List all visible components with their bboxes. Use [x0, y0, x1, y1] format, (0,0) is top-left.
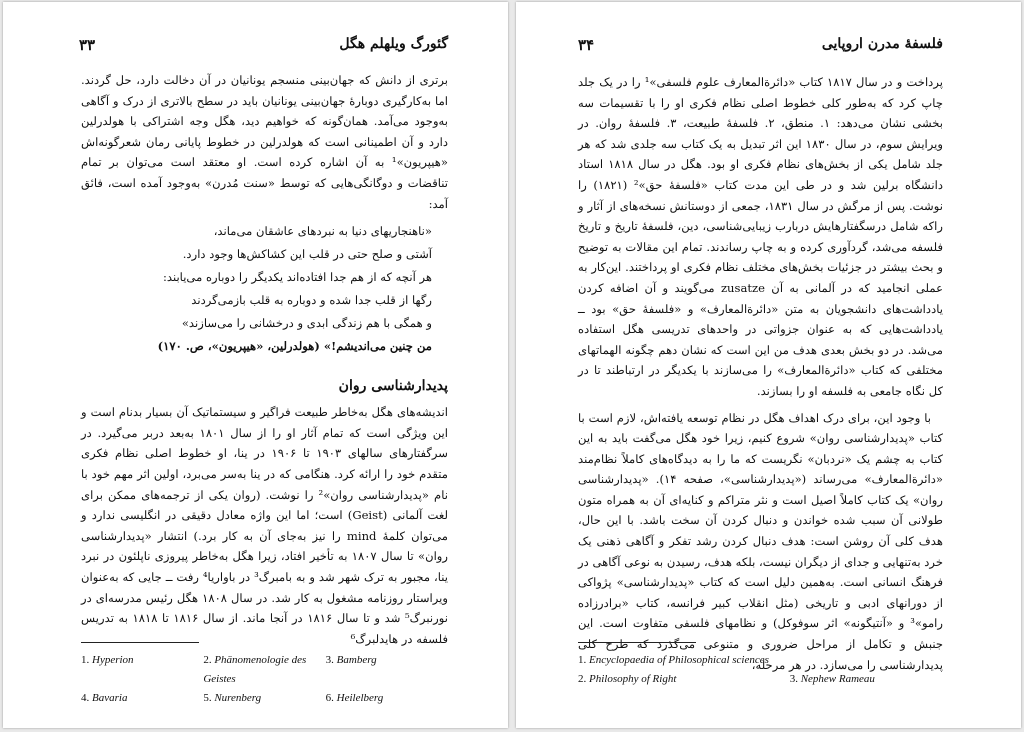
paragraph: پرداخت و در سال ۱۸۱۷ کتاب «دائرةالمعارف علوم فلسفی»¹ را در یک جلد چاپ کرد که به‌طور کلی خطوط اصلی نظام فکری او را با تقسیمات سه بخشی نشان می‌دهد: ۱. منطق، ۲. فلسفهٔ طبیعت، ۳. فلسفهٔ روان. در ویرایش سوم، در سال ۱۸۳۰ این اثر تبدیل به یک کتاب سه جلدی شد که هر جلد شامل یکی از بخش‌های نظام فکری او بود. هگل در سال ۱۸۱۸ استاد دانشگاه برلین شد و در طی این مدت کتاب «فلسفهٔ حق»² (۱۸۲۱) را نوشت. پس از مرگش در سال ۱۸۳۱، جمعی از دوستانش نسخه‌های از آثار و راکه شامل درسگفتارهایش دربارب زیبایی‌شناسی، دین، فلسفهٔ تاریخ و تاریخ فلسفه می‌شد، گردآوری کرده و به چاپ رساندند. تمام این مقالات به توضیح و بحث بیشتر در جزئیات بخش‌های مختلف نظام فکری او پرداختند. این‌کار به عملی انجامید که در آلمانی به آن zusatze می‌گویند و آن اضافه کردن یادداشت‌های دانشجویان به متن «دائرةالمعارف» و «فلسفهٔ حق» بود ــ یادداشت‌هایی که به عنوان جزواتی در واحدهای تدریسی هگل استفاده می‌شد. در دو بخش بعدی هدف من این است که نشان دهم چگونه الهماتهای مختلفی که کتاب «دائرةالمعارف» را می‌سازند با یکدیگر در ارتباطند تا در کل نگاه جامعی به فلسفه او را بسازند. [578, 75, 943, 398]
footnote-text: Bamberg [336, 654, 377, 666]
footnote-text: Phänomenologie des Geistes [203, 654, 307, 685]
page-number: ۳۴ [578, 36, 595, 54]
body-text [578, 72, 943, 681]
paragraph: برتری از دانش که جهان‌بینی منسجم یونانیان در آن دخالت دارد، حل گردند. اما به‌کارگیری دوبارهٔ جهان‌بینی یونانیان باید در سطح بالاتری از درک و آگاهی به‌وجود می‌آمد. همان‌گونه که خواهیم دید، هگل وجه اشتراکی با هولدرلین دارد و آن اطمینانی است که هولدرلین در خطوط پایانی رمان شعرگونه‌اش «هیپریون»¹ به آن اشاره کرده است. او معتقد است می‌توان بر تمام تناقضات و دوگانگی‌هایی که توسط «سنت مُدرن» به‌وجود آمده است، فائق آمد: [81, 73, 448, 211]
footnote-number: 1. [578, 654, 587, 666]
verse-line: «ناهنجاریهای دنیا به نبردهای عاشقان می‌ماند، [213, 224, 432, 239]
footnote-number: 1. [81, 654, 90, 666]
section-heading: پدیدارشناسی روان [338, 378, 448, 395]
body-text [81, 70, 448, 655]
footnote-rule [578, 642, 696, 643]
footnote [326, 689, 448, 708]
footnotes [81, 642, 448, 708]
footnote-text: Philosophy of Right [589, 673, 677, 685]
running-title: فلسفهٔ مدرن اروپایی [821, 36, 943, 52]
verse-line: آشتی و صلح حتی در قلب این کشاکش‌ها وجود دارد. [182, 247, 432, 262]
footnote [203, 689, 325, 708]
footnote-text: Nurenberg [214, 692, 262, 704]
footnote-text: Heilelberg [336, 692, 384, 704]
verse-line: و همگی با هم زندگی ابدی و درخشانی را می‌سازند» [181, 316, 432, 331]
footnote [790, 670, 914, 689]
footnote-rule [81, 642, 199, 643]
footnote-number: 2. [203, 654, 212, 666]
paragraph: اندیشه‌های هگل به‌خاطر طبیعت فراگیر و سیستماتیک آن بسیار بدنام است و این ویژگی است که تمام آثار او را از سال ۱۸۰۱ به‌بعد دربر می‌گیرد. در سرگفتارهای سالهای ۱۹۰۳ تا ۱۹۰۶ در ینا، او خطوط اصلی نظام فکری متقدم خود را ارائه کرد. هنگامی که در ینا به‌سر می‌برد، اولین اثر مهم خود با نام «پدیدارشناسی روان»² را نوشت. (روان یکی از ترجمه‌های ممکن برای لغت آلمانی (Geist) است؛ اما این واژه معادل دقیقی در انگلیسی ندارد و می‌توان کلمهٔ mind را نیز به‌جای آن به کار برد.) انتشار «پدیدارشناسی روان» تا سال ۱۸۰۷ به تأخیر افتاد، زیرا هگل به‌خاطر پیروزی ناپلئون در نبرد ینا، مجبور به ترک شهر شد و به بامبرگ³ در باواریا⁴ رفت ــ جایی که به‌عنوان ویراستار روزنامه مشغول به کار شد. در سال ۱۸۰۸ هگل رئیس مدرسه‌ای در نورنبرگ⁵ شد و تا سال ۱۸۱۶ در آنجا ماند. از سال ۱۸۱۶ تا ۱۸۱۸ به تدریس فلسفه در هایدلبرگ⁶ [81, 405, 449, 646]
page-left [3, 2, 508, 728]
footnote [81, 651, 203, 689]
page-header [578, 36, 943, 62]
running-title: گئورگ ویلهلم هگل [339, 36, 448, 52]
footnote [81, 689, 203, 708]
footnote-text: Nephew Rameau [800, 673, 875, 685]
footnote-text: Hyperion [92, 654, 134, 666]
page-right [516, 2, 1021, 728]
page-header [79, 36, 448, 62]
footnote-text: Bavaria [92, 692, 128, 704]
verse-line: رگها از قلب جدا شده و دوباره به قلب بازمی‌گردند [191, 293, 432, 308]
footnotes [578, 642, 943, 689]
footnote [578, 651, 797, 670]
footnote [326, 651, 448, 689]
footnote [578, 670, 790, 689]
footnote-text: Encyclopaedia of Philosophical sciences [589, 654, 769, 666]
paragraph: با وجود این، برای درک اهداف هگل در نظام توسعه یافته‌اش، لازم است با کتاب «پدیدارشناسی روان» شروع کنیم، زیرا خود هگل می‌گفت باید به این کتاب به چشم یک «نردبان» نگریست که ما را به دیدگاه‌های کاملاً نظام‌مند «دائرةالمعارف» می‌رساند («پدیدارشناسی»، صفحه ۱۴). «پدیدارشناسی روان» یک کتاب کاملاً اصیل است و نثر متراکم و کنایه‌ای آن به همراه متون طولانی آن سبب شده خواندن و دنبال کردن آن سخت باشد. با این حال، هدف کلی آن روشن است: هدف دنبال کردن رشد تفکر و آگاهی ذهنی یک خرد به‌تنهایی و جدای از دیگران نیست، بلکه هدف، رسیدن به نوعی آگاهی در فرهنگ انسانی است. به‌همین دلیل است که کتاب «پدیدارشناسی» پژواکی از دورانهای ادبی و تاریخی (مثل انقلاب کبیر فرانسه، کتاب «برادرزاده رامو»³ و «آنتیگونه» اثر سوفوکل) و نظامهای فلسفی متفاوت است. این جنبش و تکامل از مراحل ضروری و متنوعی می‌گذرد که طرح کلی پدیدارشناسی را می‌سازد. در هر مرحله، [578, 410, 943, 672]
page-number: ۳۳ [79, 36, 96, 54]
footnote-row [578, 651, 943, 670]
footnote-row [81, 689, 448, 708]
footnote-number: 3. [325, 654, 334, 666]
footnote-row [578, 670, 943, 689]
verse-line: هر آنچه که از هم جدا افتاده‌اند یکدیگر را دوباره می‌یابند: [162, 270, 432, 285]
footnote [203, 651, 325, 689]
footnote-number: 3. [789, 673, 798, 685]
verse-quote [81, 220, 432, 358]
verse-citation: من چنین می‌اندیشم!» (هولدرلین، «هیپریون»، ص. ۱۷۰) [157, 339, 432, 354]
footnote-number: 4. [81, 692, 90, 704]
footnote-number: 6. [325, 692, 334, 704]
footnote-number: 2. [578, 673, 587, 685]
footnote-row [81, 651, 448, 689]
footnote-number: 5. [203, 692, 212, 704]
